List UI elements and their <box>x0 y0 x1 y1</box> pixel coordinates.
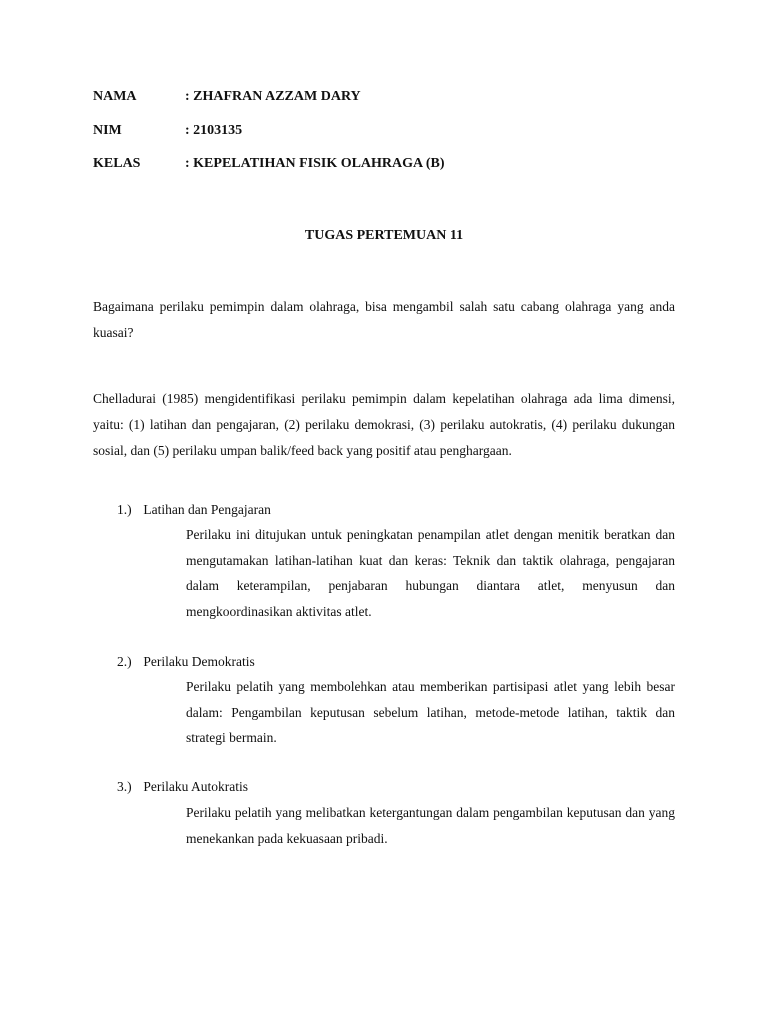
class-value: : KEPELATIHAN FISIK OLAHRAGA (B) <box>185 156 445 171</box>
class-label: KELAS <box>93 156 141 171</box>
list-item-number: 1.) <box>117 502 132 517</box>
nim-value: : 2103135 <box>185 123 243 138</box>
document-title: TUGAS PERTEMUAN 11 <box>304 228 464 243</box>
name-value: : ZHAFRAN AZZAM DARY <box>185 89 361 104</box>
list-item-body: Perilaku ini ditujukan untuk peningkatan penampilan atlet dengan menitik beratkan dan mengutamakan latihan-latihan kuat dan keras: Teknik dan taktik olahraga, pengajaran dalam keterampilan, penjabaran hubungan diantara atlet, menyusun dan mengkoordinasikan aktivitas atlet. <box>186 527 675 620</box>
name-label: NAMA <box>93 89 137 104</box>
list-item-title: Latihan dan Pengajaran <box>143 502 271 517</box>
list-item-heading <box>117 779 248 795</box>
nim-label: NIM <box>93 123 122 138</box>
list-item-body: Perilaku pelatih yang melibatkan ketergantungan dalam pengambilan keputusan dan yang menekankan pada kekuasaan pribadi. <box>186 805 675 846</box>
list-item-body: Perilaku pelatih yang membolehkan atau memberikan partisipasi atlet yang lebih besar dalam: Pengambilan keputusan sebelum latihan, metode-metode latihan, taktik dan strategi bermain. <box>186 679 675 746</box>
list-item-title: Perilaku Demokratis <box>143 654 255 669</box>
list-item-heading <box>117 654 255 670</box>
intro-paragraph: Chelladurai (1985) mengidentifikasi perilaku pemimpin dalam kepelatihan olahraga ada lima dimensi, yaitu: (1) latihan dan pengajaran, (2) perilaku demokrasi, (3) perilaku autokratis, (4) perilaku dukungan sosial, dan (5) perilaku umpan balik/feed back yang positif atau penghargaan. <box>93 391 675 458</box>
list-item-number: 2.) <box>117 654 132 669</box>
question-paragraph: Bagaimana perilaku pemimpin dalam olahraga, bisa mengambil salah satu cabang olahraga yang anda kuasai? <box>93 299 675 340</box>
list-item-number: 3.) <box>117 779 132 794</box>
list-item-title: Perilaku Autokratis <box>143 779 248 794</box>
list-item-heading <box>117 502 271 518</box>
